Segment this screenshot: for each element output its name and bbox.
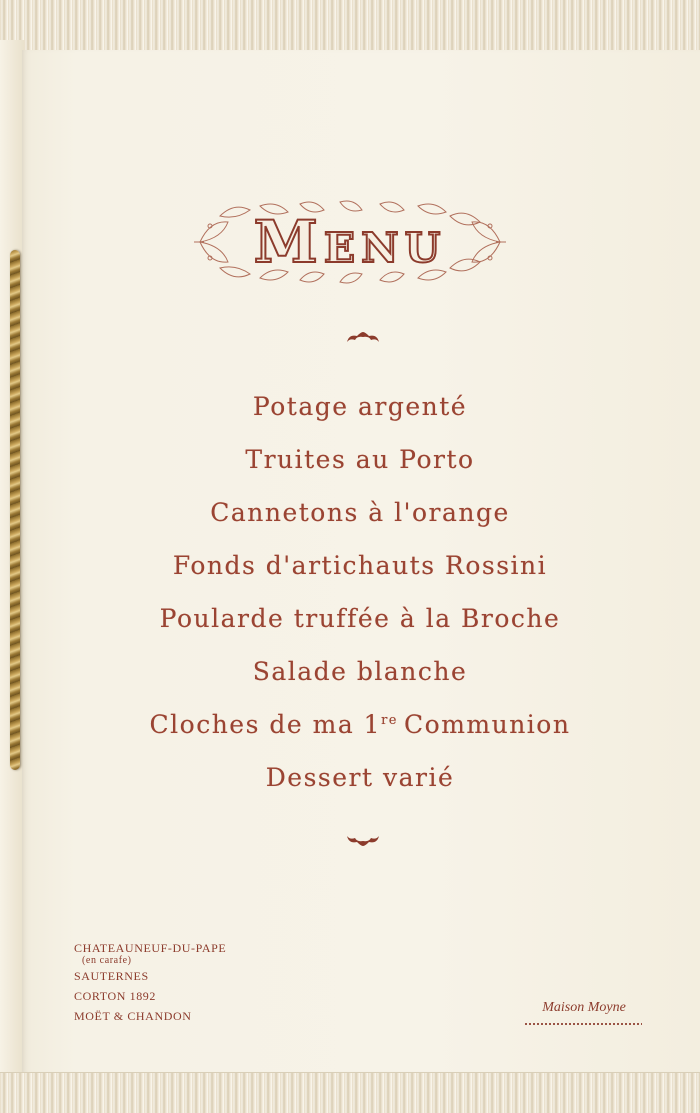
- dotted-rule: [524, 1022, 642, 1026]
- menu-title-block: [190, 196, 510, 288]
- dish-item: Cannetons à l'orange: [210, 498, 510, 527]
- flourish-top-icon: [343, 330, 383, 346]
- dish-item-communion: [60, 698, 660, 751]
- top-fringe-edge: [0, 0, 700, 53]
- wine-chateauneuf: CHATEAUNEUF-DU-PAPE: [74, 941, 227, 955]
- wine-sauternes: SAUTERNES: [74, 969, 149, 983]
- wine-carafe-note: (en carafe): [82, 955, 132, 966]
- wine-moet: MOËT & CHANDON: [74, 1009, 192, 1023]
- communion-text-before: Cloches de ma 1: [149, 710, 382, 739]
- dish-item: Potage argenté: [252, 392, 468, 421]
- dish-item: Fonds d'artichauts Rossini: [172, 551, 548, 580]
- maison-signature: Maison Moyne: [542, 1000, 626, 1015]
- dish-item: Poularde truffée à la Broche: [159, 604, 561, 633]
- communion-text-after: Communion: [404, 710, 571, 739]
- dish-item: Dessert varié: [265, 763, 455, 792]
- flourish-bottom-icon: [343, 832, 383, 848]
- dish-item: Salade blanche: [252, 657, 468, 686]
- dish-item: Truites au Porto: [245, 445, 475, 474]
- menu-title: Menu: [253, 208, 447, 276]
- wine-corton: CORTON 1892: [74, 989, 156, 1003]
- gold-binding-cord: [10, 250, 20, 770]
- dish-list: [60, 380, 660, 804]
- bottom-fringe-edge: [0, 1072, 700, 1113]
- wine-list: [74, 938, 226, 1026]
- communion-superscript: re: [381, 712, 399, 728]
